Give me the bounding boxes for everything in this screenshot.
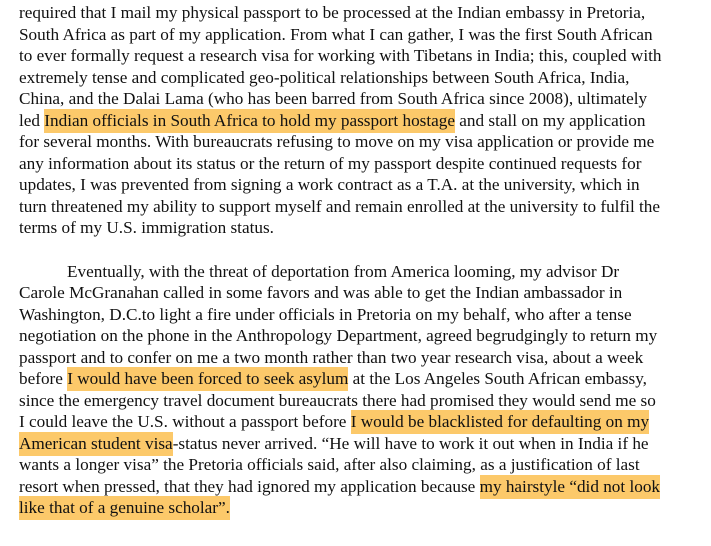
plain-text: and stall on my application: [454, 110, 646, 130]
text-line: since the emergency travel document bureaucrats there had promised they would send me so: [19, 390, 656, 410]
text-line: for several months. With bureaucrats refusing to move on my visa application or provide me: [19, 132, 655, 151]
plain-text: led: [19, 110, 45, 130]
text-line: turn threatened my ability to support myself and remain enrolled at the university to fulfil the: [19, 196, 661, 216]
text-line: [19, 110, 699, 132]
text-line: South Africa as part of my application. From what I can gather, I was the first South African: [19, 24, 653, 44]
paragraph-spacer: [19, 239, 699, 261]
text-line: terms of my U.S. immigration status.: [19, 218, 274, 237]
text-line: [19, 476, 699, 498]
plain-text: I could leave the U.S. without a passport before: [19, 412, 351, 431]
highlighted-text[interactable]: I would have been forced to seek asylum: [67, 367, 348, 391]
text-line: passport and to confer on me a two month rather than two year research visa, about a week: [19, 347, 644, 367]
text-line: [19, 411, 699, 433]
text-line: China, and the Dalai Lama (who has been barred from South Africa since 2008), ultimately: [19, 89, 648, 108]
text-line: Carole McGranahan called in some favors and was able to get the Indian ambassador in: [19, 283, 623, 302]
plain-text: before: [19, 369, 68, 388]
paragraph-1: [19, 2, 699, 239]
paragraph-2: [19, 261, 699, 519]
text-line: required that I mail my physical passport to be processed at the Indian embassy in Pretoria,: [19, 3, 646, 22]
text-line: to ever formally request a research visa for working with Tibetans in India; this, coupled with: [19, 46, 662, 65]
highlighted-text[interactable]: Indian officials in South Africa to hold my passport hostage: [44, 109, 455, 133]
highlighted-text[interactable]: I would be blacklisted for defaulting on my: [351, 410, 649, 434]
text-line: any information about its status or the return of my passport despite continued requests for: [19, 153, 642, 173]
plain-text: resort when pressed, that they had ignored my application because: [19, 476, 480, 496]
text-line: [19, 497, 699, 519]
text-line: extremely tense and complicated geo-political relationships between South Africa, India,: [19, 67, 630, 87]
text-line: [19, 433, 699, 455]
document-page: [19, 0, 699, 519]
text-line: wants a longer visa” the Pretoria officials said, after also claiming, as a justification of last: [19, 455, 640, 474]
text-line: negotiation on the phone in the Anthropology Department, agreed begrudgingly to return my: [19, 326, 658, 345]
text-line: updates, I was prevented from signing a work contract as a T.A. at the university, which in: [19, 175, 640, 194]
text-line: Eventually, with the threat of deportation from America looming, my advisor Dr: [67, 261, 620, 281]
text-line: [19, 368, 699, 390]
text-line: Washington, D.C.to light a fire under officials in Pretoria on my behalf, who after a tense: [19, 304, 632, 324]
highlighted-text[interactable]: like that of a genuine scholar”.: [19, 496, 230, 520]
plain-text: -status never arrived. “He will have to work it out when in India if he: [172, 433, 649, 453]
plain-text: at the Los Angeles South African embassy,: [348, 369, 647, 388]
highlighted-text[interactable]: my hairstyle “did not look: [480, 475, 660, 499]
highlighted-text[interactable]: American student visa: [19, 432, 173, 456]
